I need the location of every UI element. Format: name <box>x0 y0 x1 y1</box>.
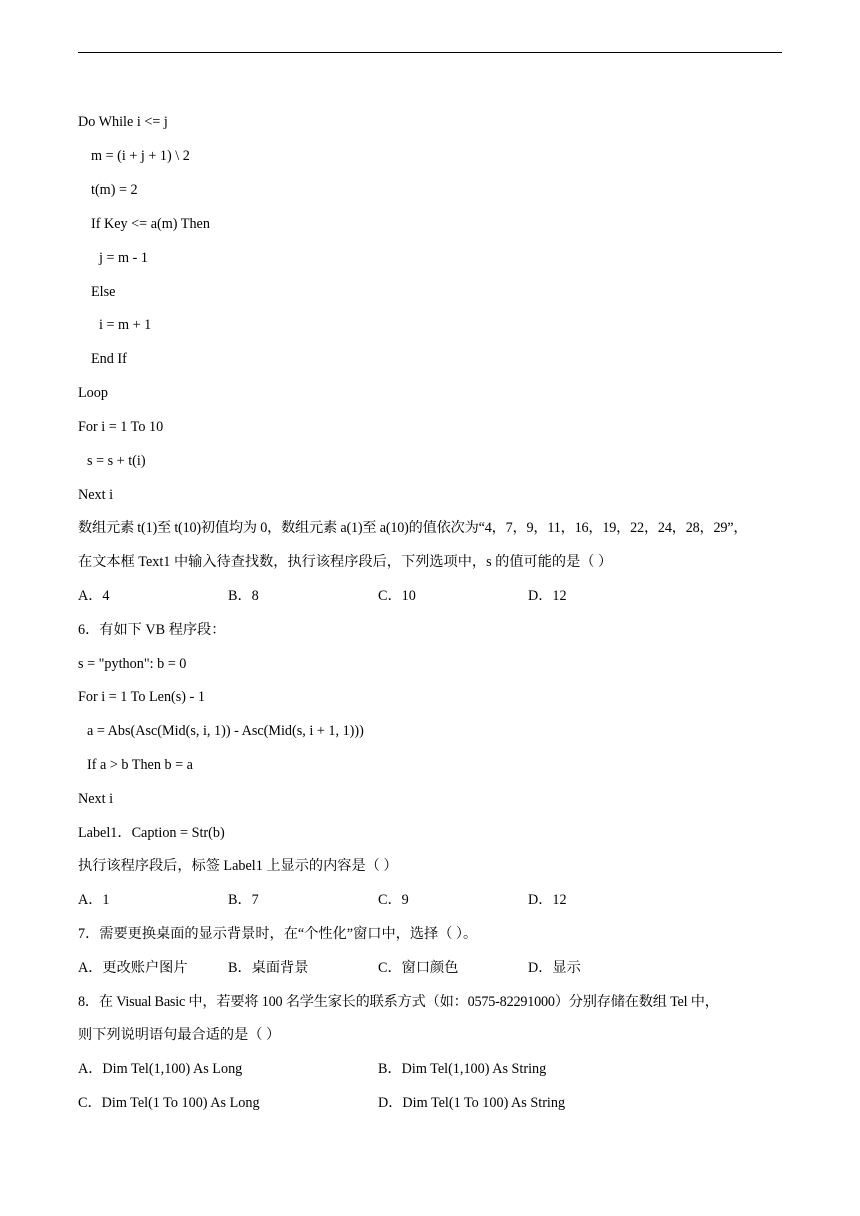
code-line: Next i <box>78 791 114 807</box>
code-line: If Key <= a(m) Then <box>91 216 210 232</box>
option-a: A．Dim Tel(1,100) As Long <box>78 1061 243 1077</box>
option-a: A．4 <box>78 588 110 604</box>
code-line: i = m + 1 <box>99 317 152 333</box>
question-8-stem: 则下列说明语句最合适的是（ ） <box>78 1027 281 1043</box>
option-c: C．窗口颜色 <box>378 960 459 976</box>
option-d: D．Dim Tel(1 To 100) As String <box>378 1095 566 1111</box>
code-line: Else <box>91 284 116 300</box>
option-a: A．更改账户图片 <box>78 960 188 976</box>
question-5-description: 在文本框 Text1 中输入待查找数，执行该程序段后，下列选项中，s 的值可能的是（ ） <box>78 554 613 570</box>
code-line: j = m - 1 <box>99 250 148 266</box>
option-b: B．Dim Tel(1,100) As String <box>378 1061 547 1077</box>
option-b: B．7 <box>228 892 259 908</box>
option-c: C．Dim Tel(1 To 100) As Long <box>78 1095 260 1111</box>
question-7-stem: 7．需要更换桌面的显示背景时，在“个性化”窗口中，选择（ ）。 <box>78 926 478 942</box>
code-line: Do While i <= j <box>78 114 168 130</box>
code-line: Next i <box>78 487 114 503</box>
code-line: For i = 1 To 10 <box>78 419 164 435</box>
code-line: If a > b Then b = a <box>87 757 193 773</box>
option-d: D．显示 <box>528 960 581 976</box>
question-6-stem: 6．有如下 VB 程序段： <box>78 622 226 638</box>
code-line: End If <box>91 351 127 367</box>
code-line: s = "python": b = 0 <box>78 656 187 672</box>
code-line: Label1．Caption = Str(b) <box>78 825 225 841</box>
question-6-question: 执行该程序段后，标签 Label1 上显示的内容是（ ） <box>78 858 398 874</box>
question-5-description: 数组元素 t(1)至 t(10)初值均为 0，数组元素 a(1)至 a(10)的值依次为“4，7，9，11，16，19，22，24，28，29”， <box>78 520 748 536</box>
code-line: Loop <box>78 385 108 401</box>
code-line: s = s + t(i) <box>87 453 146 469</box>
option-c: C．10 <box>378 588 416 604</box>
option-b: B．8 <box>228 588 259 604</box>
option-d: D．12 <box>528 892 567 908</box>
code-line: a = Abs(Asc(Mid(s, i, 1)) - Asc(Mid(s, i + 1, 1))) <box>87 723 364 739</box>
code-line: t(m) = 2 <box>91 182 138 198</box>
code-line: m = (i + j + 1) \ 2 <box>91 148 190 164</box>
option-c: C．9 <box>378 892 409 908</box>
question-8-stem: 8．在 Visual Basic 中，若要将 100 名学生家长的联系方式（如：0575-82291000）分别存储在数组 Tel 中， <box>78 994 719 1010</box>
option-d: D．12 <box>528 588 567 604</box>
header-rule <box>78 52 782 53</box>
code-line: For i = 1 To Len(s) - 1 <box>78 689 205 705</box>
option-a: A．1 <box>78 892 110 908</box>
option-b: B．桌面背景 <box>228 960 309 976</box>
